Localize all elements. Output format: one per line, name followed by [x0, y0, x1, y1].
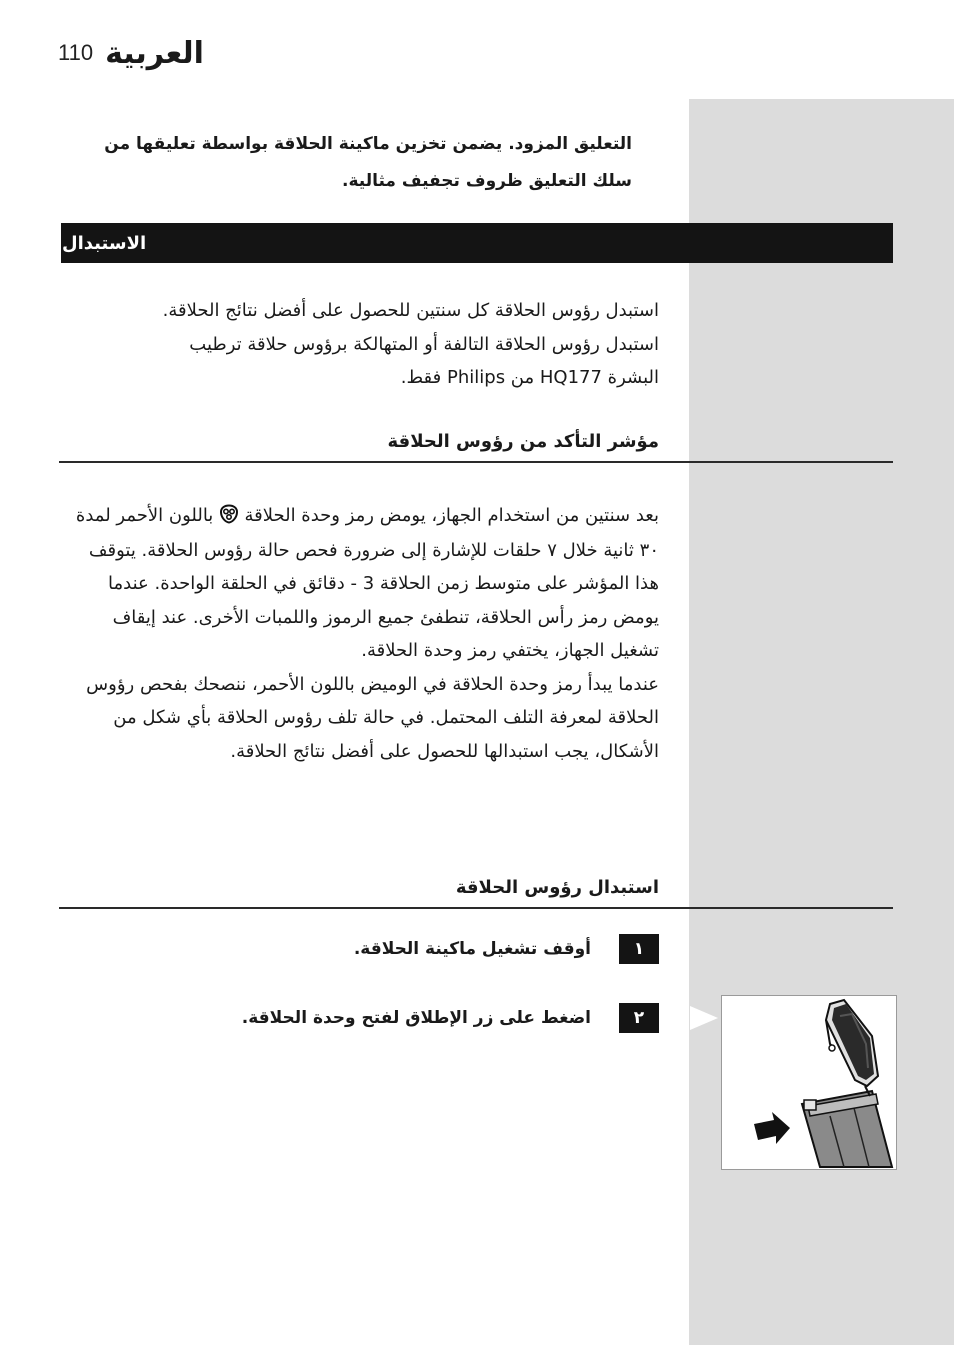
callout-pointer: [690, 1006, 718, 1030]
subheading-title: مؤشر التأكد من رؤوس الحلاقة: [387, 431, 659, 452]
paragraph-line: استبدل رؤوس الحلاقة التالفة أو المتهالكة برؤوس حلاقة ترطيب: [189, 333, 659, 355]
indicator-paragraph-1: [62, 499, 659, 668]
shaving-unit-icon: [213, 506, 238, 526]
shaver-release-illustration: [721, 995, 897, 1170]
subheading-replace-heads: [59, 873, 893, 909]
page-number: 110: [58, 40, 94, 65]
paragraph-text: باللون الأحمر لمدة ٣٠ ثانية خلال ٧ حلقات للإشارة إلى ضرورة فحص حالة رؤوس الحلاقة. يتوقف هذا المؤشر على متوسط زمن الحلاقة 3 - دقائق في الحلقة الواحدة. عندما يومض رمز رأس الحلاقة، تنطفئ جميع الرموز واللمبات الأخرى. عند إيقاف تشغيل الجهاز، يختفي رمز وحدة الحلاقة.: [75, 505, 659, 661]
section-title: الاستبدال: [62, 232, 147, 254]
replacement-paragraph: [62, 294, 659, 395]
paragraph-line: استبدل رؤوس الحلاقة كل سنتين للحصول على أفضل نتائج الحلاقة.: [162, 300, 659, 321]
step-text: اضغط على زر الإطلاق لفتح وحدة الحلاقة.: [241, 1008, 591, 1028]
step-item: [200, 932, 659, 966]
page-language-title: العربية: [105, 35, 204, 71]
intro-line: سلك التعليق ظروف تجفيف مثالية.: [341, 171, 632, 191]
step-number: ١: [619, 934, 659, 964]
intro-line: التعليق المزود. يضمن تخزين ماكينة الحلاقة بواسطة تعليقها من: [104, 134, 632, 154]
page-header: [58, 28, 204, 78]
paragraph-line: البشرة HQ177 من Philips فقط.: [400, 367, 659, 388]
step-text: أوقف تشغيل ماكينة الحلاقة.: [353, 939, 591, 959]
intro-paragraph: [62, 126, 632, 200]
subheading-indicator: [59, 427, 893, 463]
indicator-paragraphs: [62, 499, 659, 768]
paragraph-text: بعد سنتين من استخدام الجهاز، يومض رمز وحدة الحلاقة: [244, 505, 659, 526]
step-item: [200, 1001, 659, 1035]
step-number: ٢: [619, 1003, 659, 1033]
subheading-title: استبدال رؤوس الحلاقة: [455, 877, 659, 898]
indicator-paragraph-2: عندما يبدأ رمز وحدة الحلاقة في الوميض باللون الأحمر، ننصحك بفحص رؤوس الحلاقة لمعرفة التلف المحتمل. في حالة تلف رؤوس الحلاقة بأي شكل من الأشكال، يجب استبدالها للحصول على أفضل نتائج الحلاقة.: [86, 673, 659, 762]
section-heading-replacement: [61, 223, 893, 263]
